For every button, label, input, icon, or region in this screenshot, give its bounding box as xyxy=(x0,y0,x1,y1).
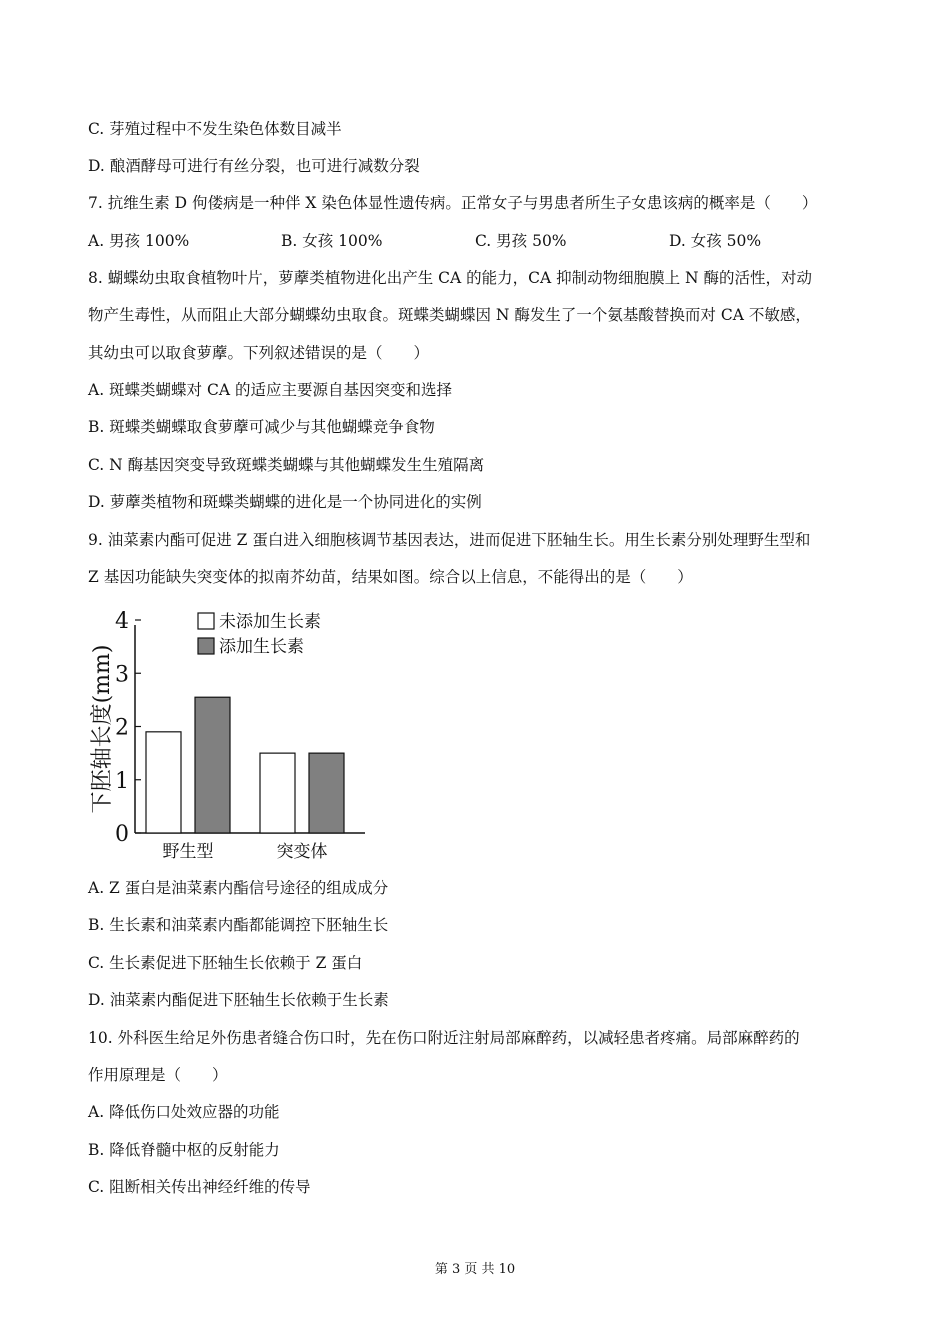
y-tick-label: 2 xyxy=(115,715,129,741)
q7-stem: 7. 抗维生素 D 佝偻病是一种伴 X 染色体显性遗传病。正常女子与男患者所生子女患该病的概率是（ ） xyxy=(88,194,818,212)
q10-option-a: A. 降低伤口处效应器的功能 xyxy=(88,1103,280,1121)
y-tick-label: 3 xyxy=(115,662,129,688)
q7-option-a: A. 男孩 100% xyxy=(88,232,190,250)
q8-option-d: D. 萝藦类植物和斑蝶类蝴蝶的进化是一个协同进化的实例 xyxy=(88,493,482,511)
q7-option-b: B. 女孩 100% xyxy=(281,232,383,250)
q10-option-c: C. 阻断相关传出神经纤维的传导 xyxy=(88,1178,311,1196)
q8-stem-line2: 物产生毒性，从而阻止大部分蝴蝶幼虫取食。斑蝶类蝴蝶因 N 酶发生了一个氨基酸替换而对 CA 不敏感， xyxy=(88,306,811,324)
hypocotyl-bar-chart xyxy=(85,605,375,867)
legend-swatch-untreated xyxy=(198,613,214,629)
y-axis-label: 下胚轴长度(mm) xyxy=(90,644,115,814)
q9-option-b: B. 生长素和油菜素内酯都能调控下胚轴生长 xyxy=(88,916,389,934)
q7-options xyxy=(88,231,868,251)
q9-option-c: C. 生长素促进下胚轴生长依赖于 Z 蛋白 xyxy=(88,954,363,972)
y-tick-label: 0 xyxy=(115,822,129,847)
q8-option-b: B. 斑蝶类蝴蝶取食萝藦可减少与其他蝴蝶竞争食物 xyxy=(88,418,435,436)
q8-stem-line1: 8. 蝴蝶幼虫取食植物叶片，萝藦类植物进化出产生 CA 的能力，CA 抑制动物细胞膜上 N 酶的活性，对动 xyxy=(88,269,813,287)
q8-stem-line3: 其幼虫可以取食萝藦。下列叙述错误的是（ ） xyxy=(88,344,430,362)
y-tick-label: 4 xyxy=(115,609,129,634)
bar-untreated-mutant xyxy=(260,753,295,833)
x-category-label: 野生型 xyxy=(162,842,214,862)
q9-stem-line1: 9. 油菜素内酯可促进 Z 蛋白进入细胞核调节基因表达，进而促进下胚轴生长。用生长素分别处理野生型和 xyxy=(88,531,811,549)
legend-label-untreated: 未添加生长素 xyxy=(219,612,321,632)
q10-option-b: B. 降低脊髓中枢的反射能力 xyxy=(88,1141,280,1159)
q8-option-a: A. 斑蝶类蝴蝶对 CA 的适应主要源自基因突变和选择 xyxy=(88,381,452,399)
x-category-label: 突变体 xyxy=(276,842,328,862)
q10-stem-line2: 作用原理是（ ） xyxy=(88,1066,228,1084)
q8-option-c: C. N 酶基因突变导致斑蝶类蝴蝶与其他蝴蝶发生生殖隔离 xyxy=(88,456,485,474)
page-footer: 第 3 页 共 10 xyxy=(434,1262,516,1277)
legend-label-auxin: 添加生长素 xyxy=(219,637,304,657)
y-tick-label: 1 xyxy=(115,768,129,794)
q9-stem-line2: Z 基因功能缺失突变体的拟南芥幼苗，结果如图。综合以上信息，不能得出的是（ ） xyxy=(88,568,693,586)
bar-auxin-mutant xyxy=(309,753,344,833)
bar-untreated-wildtype xyxy=(146,732,181,833)
q7-option-c: C. 男孩 50% xyxy=(475,232,567,250)
q9-option-a: A. Z 蛋白是油菜素内酯信号途径的组成成分 xyxy=(88,879,389,897)
q6-option-c: C. 芽殖过程中不发生染色体数目减半 xyxy=(88,120,342,138)
q6-option-d: D. 酿酒酵母可进行有丝分裂，也可进行减数分裂 xyxy=(88,157,420,175)
legend-swatch-auxin xyxy=(198,638,214,654)
q10-stem-line1: 10. 外科医生给足外伤患者缝合伤口时，先在伤口附近注射局部麻醉药，以减轻患者疼痛。局部麻醉药的 xyxy=(88,1029,800,1047)
bar-auxin-wildtype xyxy=(195,697,230,833)
q9-option-d: D. 油菜素内酯促进下胚轴生长依赖于生长素 xyxy=(88,991,389,1009)
q7-option-d: D. 女孩 50% xyxy=(669,232,762,250)
